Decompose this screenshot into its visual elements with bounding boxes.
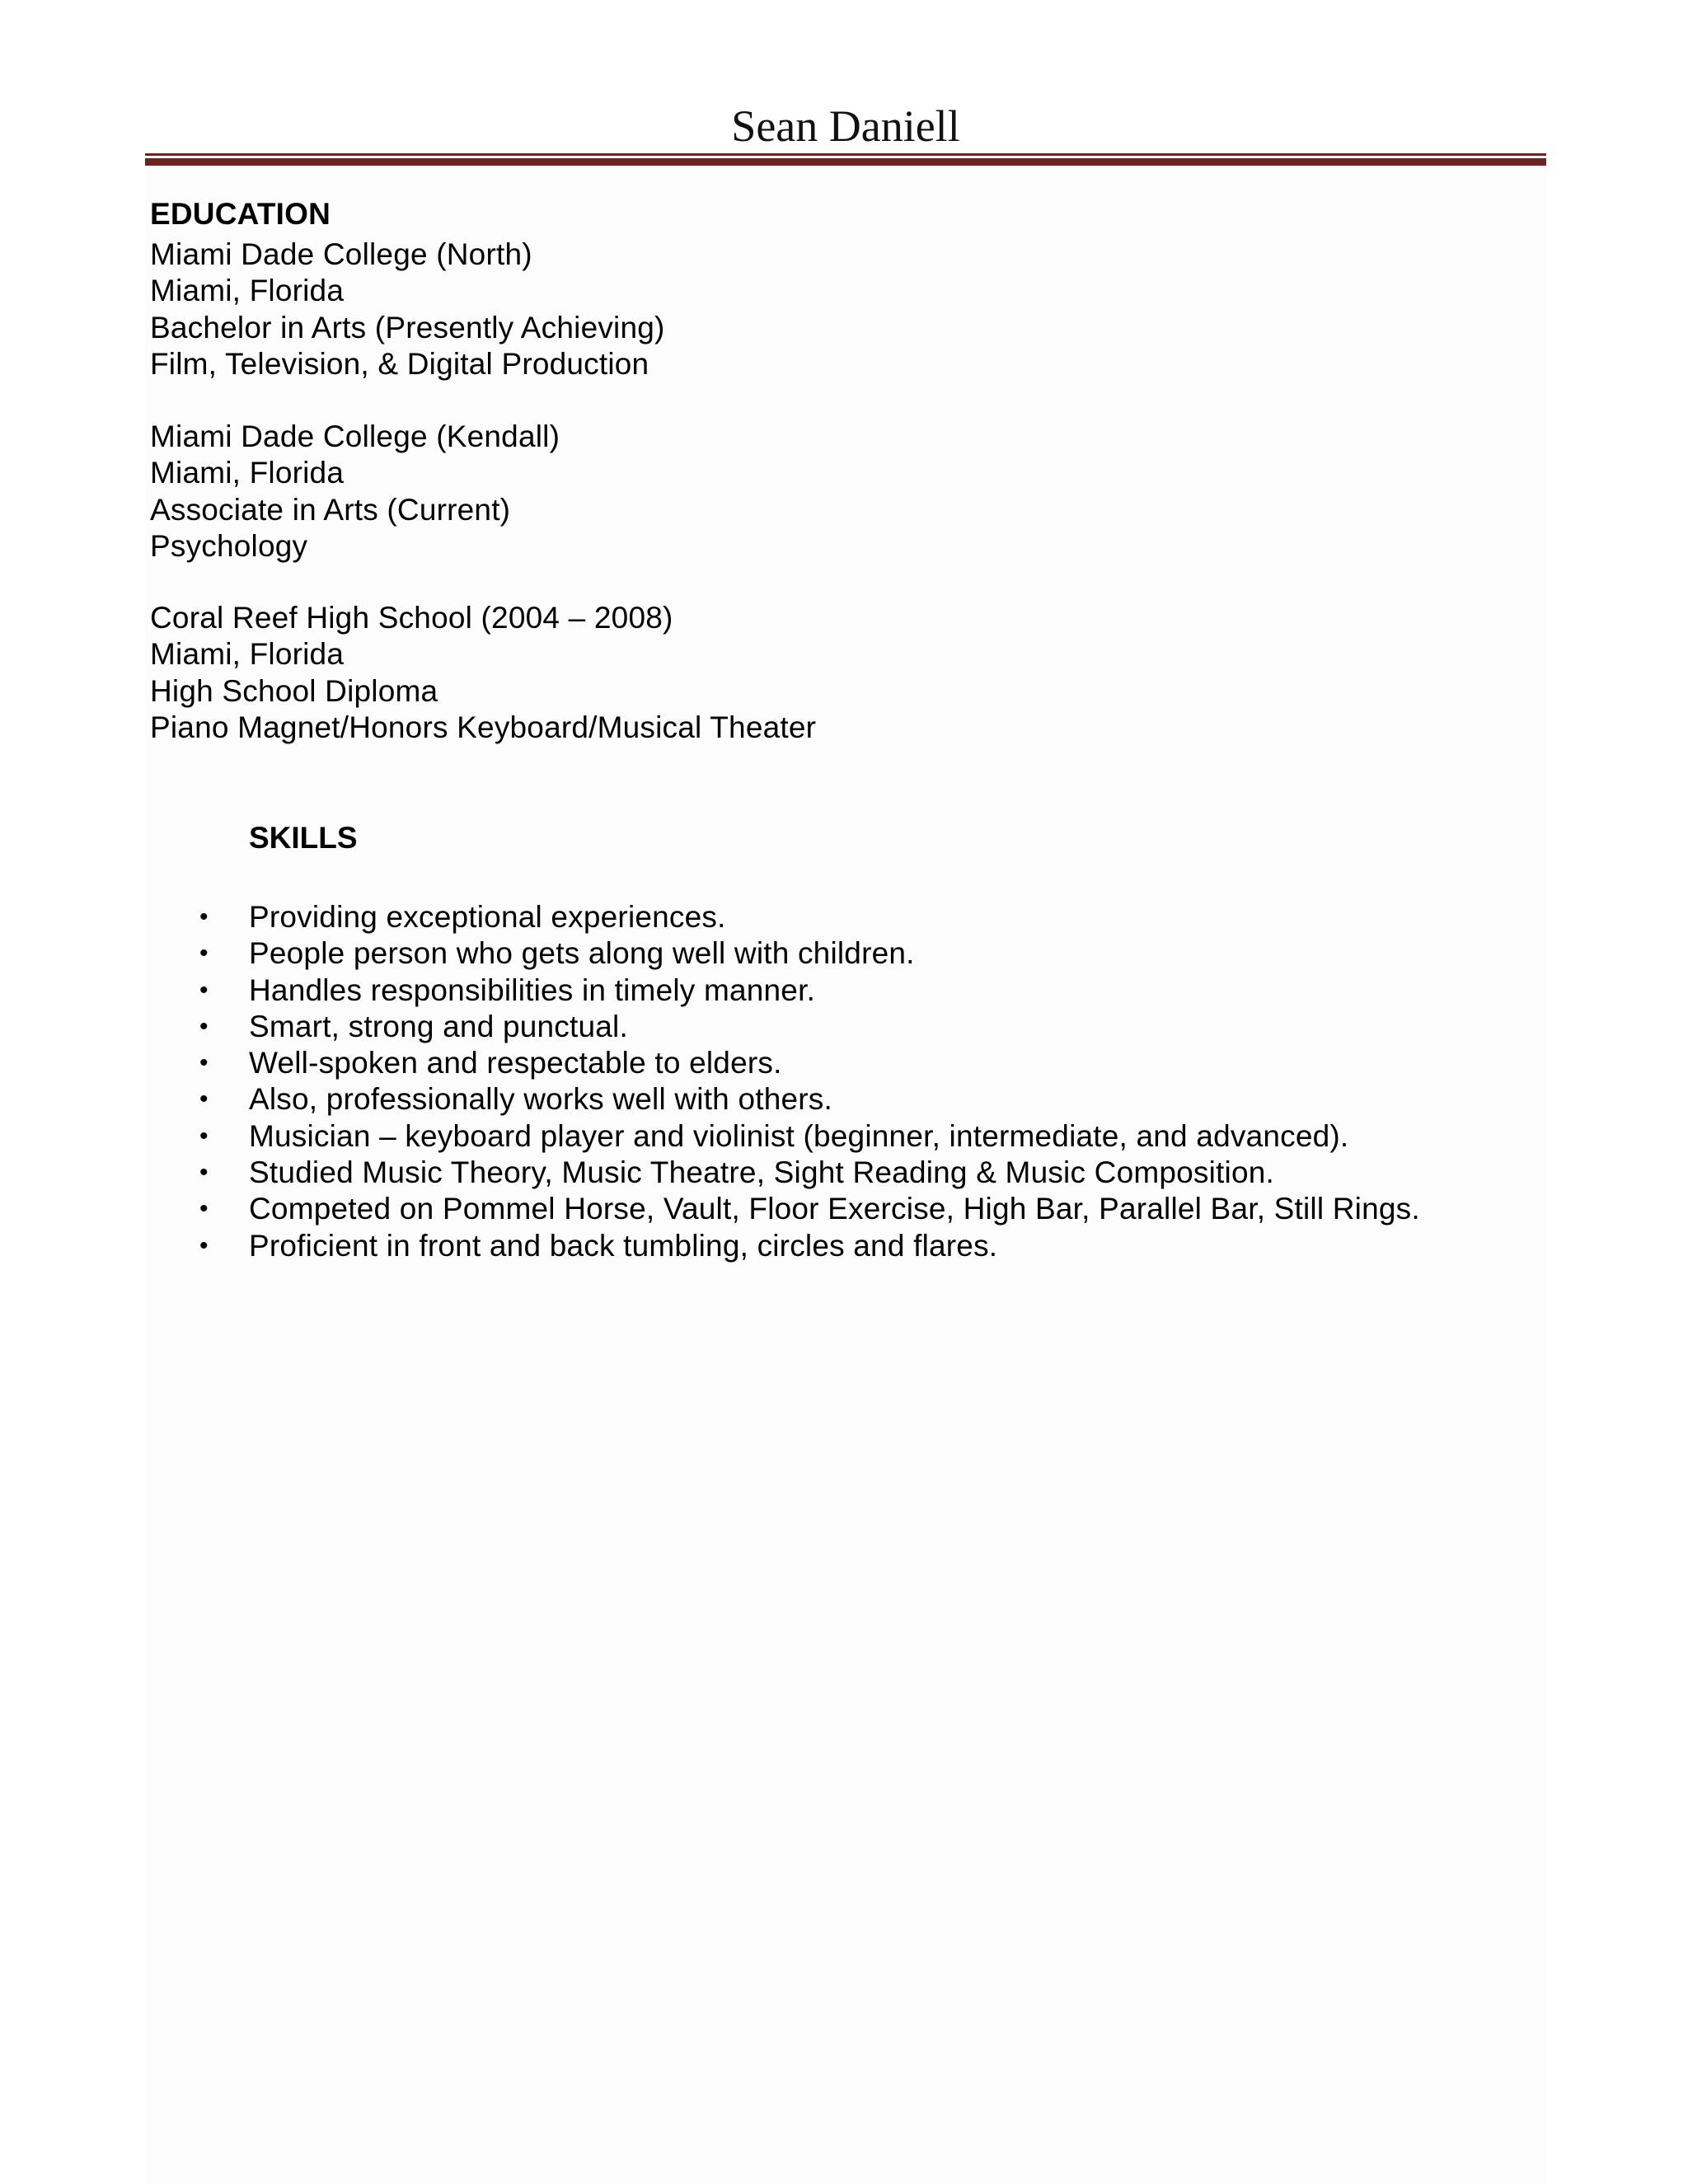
skill-item [0,1009,1420,1045]
bullet-icon: • [199,940,209,968]
bullet-icon: • [199,1122,209,1150]
education-entry-line: Miami, Florida [150,274,345,308]
education-entry-line: Film, Television, & Digital Production [150,346,649,381]
skill-text: Competed on Pommel Horse, Vault, Floor Exercise, High Bar, Parallel Bar, Still Rings. [249,1192,1420,1226]
education-entry-line: Bachelor in Arts (Presently Achieving) [150,310,665,344]
bullet-icon: • [199,1231,209,1259]
skill-text: Musician – keyboard player and violinist (beginner, intermediate, and advanced). [249,1118,1349,1153]
skills-list [0,899,1420,1264]
skill-text: Well-spoken and respectable to elders. [249,1046,782,1080]
skill-item [0,1045,1420,1081]
bullet-icon: • [199,1195,209,1223]
skill-text: Smart, strong and punctual. [249,1009,628,1043]
skill-item [0,935,1420,972]
education-entry-line: Psychology [150,528,308,563]
skill-text: People person who gets along well with children. [249,936,915,971]
skill-text: Handles responsibilities in timely manner. [249,972,816,1007]
skill-item [0,1081,1420,1118]
skill-text: Providing exceptional experiences. [249,900,726,934]
skill-text: Studied Music Theory, Music Theatre, Sight Reading & Music Composition. [249,1155,1274,1190]
education-entry-3 [150,600,816,746]
skill-text: Also, professionally works well with others. [249,1082,832,1117]
education-entry-2 [150,419,560,565]
education-entry-line: Miami Dade College (North) [150,237,532,271]
resume-name: Sean Daniell [731,101,960,151]
education-entry-line: Miami Dade College (Kendall) [150,419,560,453]
bullet-icon: • [199,1012,209,1040]
education-heading: EDUCATION [150,197,331,231]
education-entry-line: Miami, Florida [150,637,345,672]
skill-item [0,972,1420,1009]
education-entry-1 [150,237,665,382]
bullet-icon: • [199,903,209,930]
header-rule-thin [145,153,1546,156]
education-entry-line: Piano Magnet/Honors Keyboard/Musical Theater [150,710,817,744]
skill-item [0,1191,1420,1227]
skill-item [0,1228,1420,1264]
bullet-icon: • [199,976,209,1004]
bullet-icon: • [199,1049,209,1077]
education-entry-line: Miami, Florida [150,456,345,490]
bullet-icon: • [199,1159,209,1187]
education-entry-line: High School Diploma [150,673,438,708]
skill-text: Proficient in front and back tumbling, circles and flares. [249,1228,998,1263]
skill-item [0,899,1420,935]
skill-item [0,1118,1420,1155]
skills-heading: SKILLS [249,821,358,855]
education-entry-line: Coral Reef High School (2004 – 2008) [150,601,673,635]
bullet-icon: • [199,1085,209,1113]
skill-item [0,1155,1420,1191]
header-rule-thick [145,158,1546,166]
education-entry-line: Associate in Arts (Current) [150,492,511,527]
